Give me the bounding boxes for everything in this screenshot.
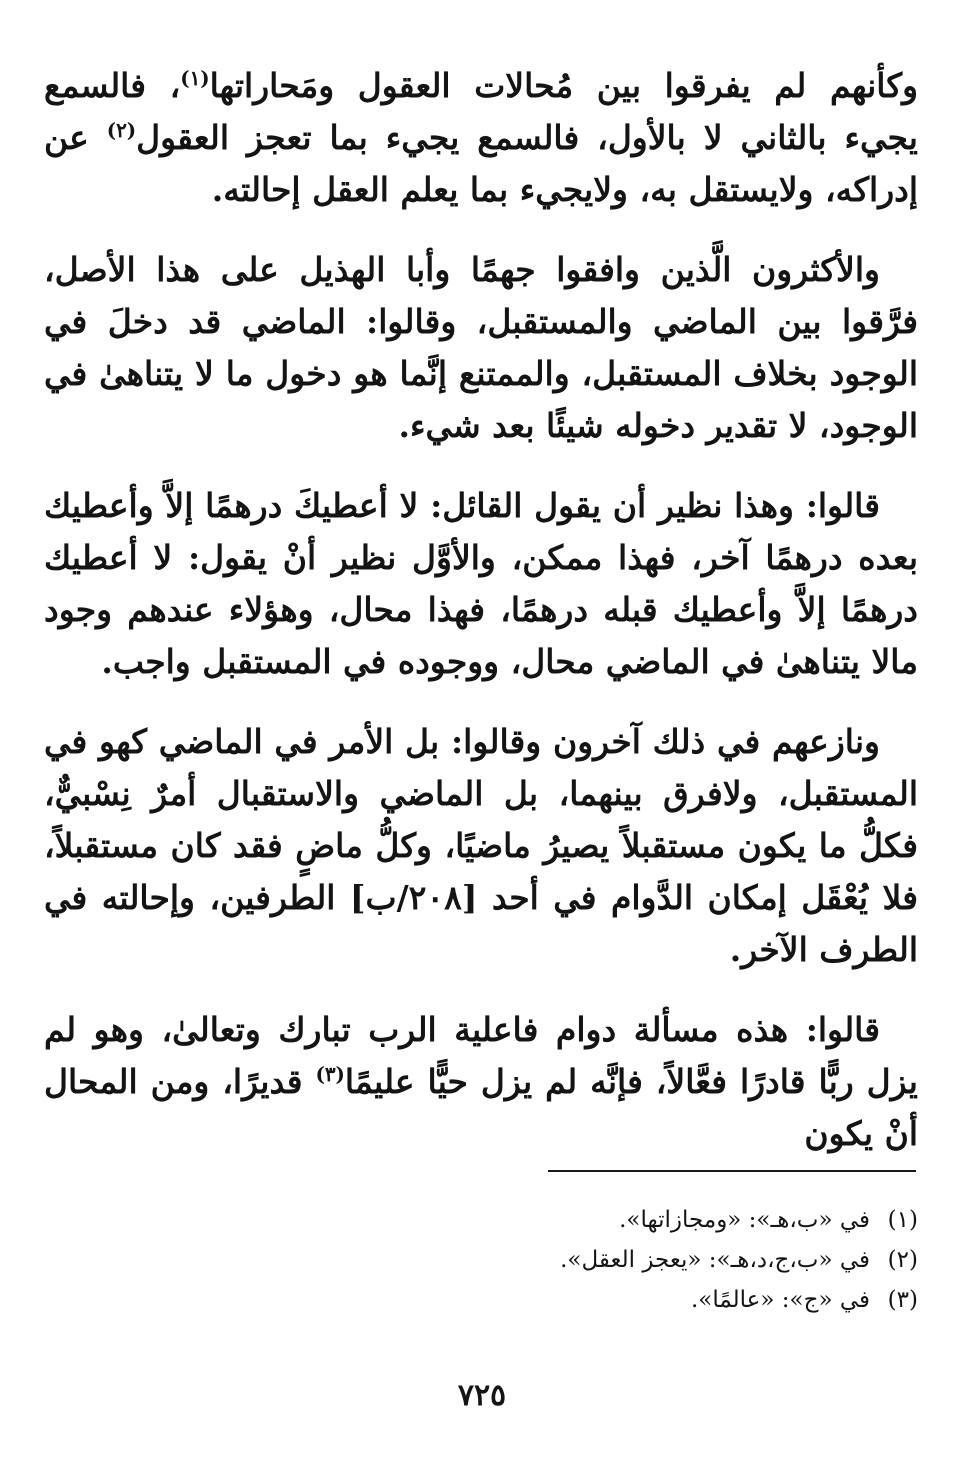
footnote-ref-1: (١): [180, 66, 210, 90]
footnote-number: (٣): [887, 1287, 918, 1313]
footnote-2: [44, 1240, 918, 1280]
footnote-3: [44, 1280, 918, 1320]
paragraph-5-part-b: قديرًا، ومن المحال أنْ يكون: [44, 1062, 918, 1153]
paragraph-5-part-a: قالوا: هذه مسألة دوام فاعلية الرب تبارك وتعالىٰ، وهو لم يزل ربًّا قادرًا فعَّالاً، فإنَّه لم يزل حيًّا عليمًا: [44, 1010, 918, 1101]
footnote-divider: [548, 1170, 916, 1172]
paragraph-4: ونازعهم في ذلك آخرون وقالوا: بل الأمر في الماضي كهو في المستقبل، ولافرق بينهما، بل الماضي والاستقبال أمرٌ نِسْبيٌّ، فكلُّ ما يكون مستقبلاً يصيرُ ماضيًا، وكلُّ ماضٍ فقد كان مستقبلاً، فلا يُعْقَل إمكان الدَّوام في أحد [٢٠٨/ب] الطرفين، وإحالته في الطرف الآخر.: [44, 722, 918, 969]
footnote-1: [44, 1200, 918, 1240]
footnote-text: في «ج»: «عالمًا».: [690, 1287, 870, 1313]
paragraph-3: قالوا: وهذا نظير أن يقول القائل: لا أعطيكَ درهمًا إلاَّ وأعطيك بعده درهمًا آخر، فهذا ممكن، والأوَّل نظير أنْ يقول: لا أعطيك درهمًا إلاَّ وأعطيك قبله درهمًا، فهذا محال، وهؤلاء عندهم وجود مالا يتناهىٰ في الماضي محال، ووجوده في المستقبل واجب.: [44, 486, 918, 681]
paragraph-5: [44, 1004, 918, 1160]
paragraph-1-part-b: ، فالسمع يجيء بالثاني لا بالأول، فالسمع يجيء بما تعجز العقول: [44, 66, 918, 157]
footnote-number: (١): [887, 1207, 918, 1233]
main-text: [44, 60, 918, 1160]
paragraph-1: [44, 60, 918, 216]
page-number: ٧٢٥: [457, 1378, 507, 1413]
footnote-number: (٢): [887, 1247, 918, 1273]
footnotes-list: [44, 1200, 918, 1320]
footnote-ref-3: (٣): [315, 1062, 345, 1086]
paragraph-1-part-c: عن إدراكه، ولايستقل به، ولايجيء بما يعلم العقل إحالته.: [44, 118, 918, 209]
paragraph-2: والأكثرون الَّذين وافقوا جهمًا وأبا الهذيل على هذا الأصل، فرَّقوا بين الماضي والمستقبل، وقالوا: الماضي قد دخلَ في الوجود بخلاف المستقبل، والممتنع إنَّما هو دخول ما لا يتناهىٰ في الوجود، لا تقدير دخوله شيئًا بعد شيء.: [44, 250, 918, 445]
footnote-text: في «ب،هـ»: «ومجازاتها».: [619, 1207, 870, 1233]
footnote-ref-2: (٢): [106, 118, 137, 142]
footnote-text: في «ب،ج،د،هـ»: «يعجز العقل».: [560, 1247, 870, 1273]
paragraph-1-part-a: وكأنهم لم يفرقوا بين مُحالات العقول ومَحاراتها: [209, 66, 918, 105]
